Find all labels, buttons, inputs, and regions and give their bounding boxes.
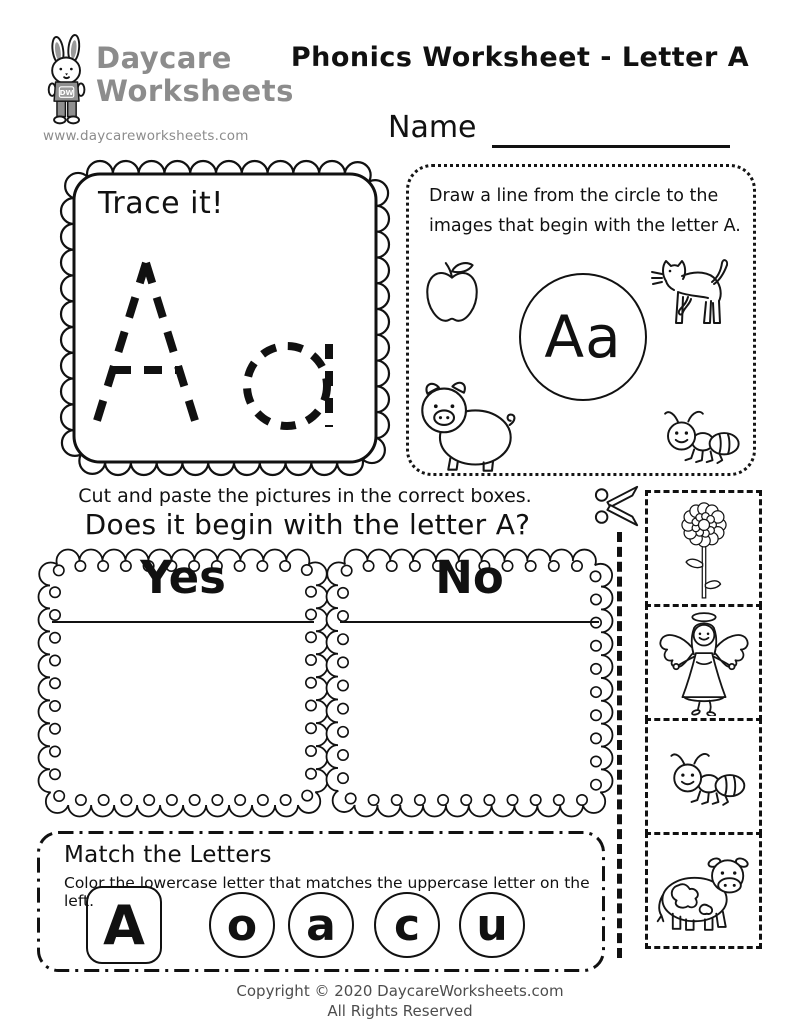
no-box [324,547,615,819]
option-letter-u: u [459,892,525,958]
logo-url: www.daycareworksheets.com [43,128,249,144]
cutout-angel [645,604,762,721]
option-letter-o: o [209,892,275,958]
ant-image [656,747,752,807]
draw-instruction-line2: images that begin with the letter A. [429,216,741,236]
no-divider-line [340,621,599,623]
match-target-letter: A [86,886,162,964]
vertical-cut-line [617,532,622,958]
footer-copyright: Copyright © 2020 DaycareWorksheets.com [236,982,564,1000]
cutout-ant [645,718,762,835]
page-title: Phonics Worksheet - Letter A [290,42,750,73]
brand-line1: Daycare [96,41,232,75]
draw-instruction-line1: Draw a line from the circle to the [429,186,719,206]
trace-letters-Aa [58,158,392,478]
name-blank-line [492,108,730,148]
draw-line-box [406,164,756,476]
angel-image [652,610,756,716]
yes-box [36,547,330,819]
cutout-column [645,490,762,949]
letter-circle [519,273,647,401]
logo-badge-text: DW [59,87,74,97]
cut-paste-instruction: Cut and paste the pictures in the correct boxes. [78,485,532,507]
apple-image [421,259,483,327]
sorting-question: Does it begin with the letter A? [84,508,531,541]
name-label: Name [388,110,477,145]
letter-circle-text: Aa [544,303,622,371]
ant-image [649,405,747,465]
bunny-logo [44,33,92,131]
option-letter-c: c [374,892,440,958]
cutout-flower [645,490,762,607]
yes-label: Yes [140,551,226,604]
cat-image [647,253,749,339]
footer-rights: All Rights Reserved [327,1002,473,1020]
match-instruction: Color the lowercase letter that matches the uppercase letter on the left. [64,874,590,910]
brand-line2: Worksheets [96,74,294,108]
match-box [36,830,606,973]
trace-box [58,158,392,478]
flower-image [673,497,735,601]
option-letter-a: a [288,892,354,958]
scissors-icon [593,483,641,531]
trace-heading: Trace it! [98,186,224,221]
cutout-cow [645,832,762,949]
no-label: No [435,551,504,604]
cow-image [652,847,756,935]
yes-divider-line [52,621,314,623]
pig-image [415,379,519,473]
match-heading: Match the Letters [64,842,272,868]
